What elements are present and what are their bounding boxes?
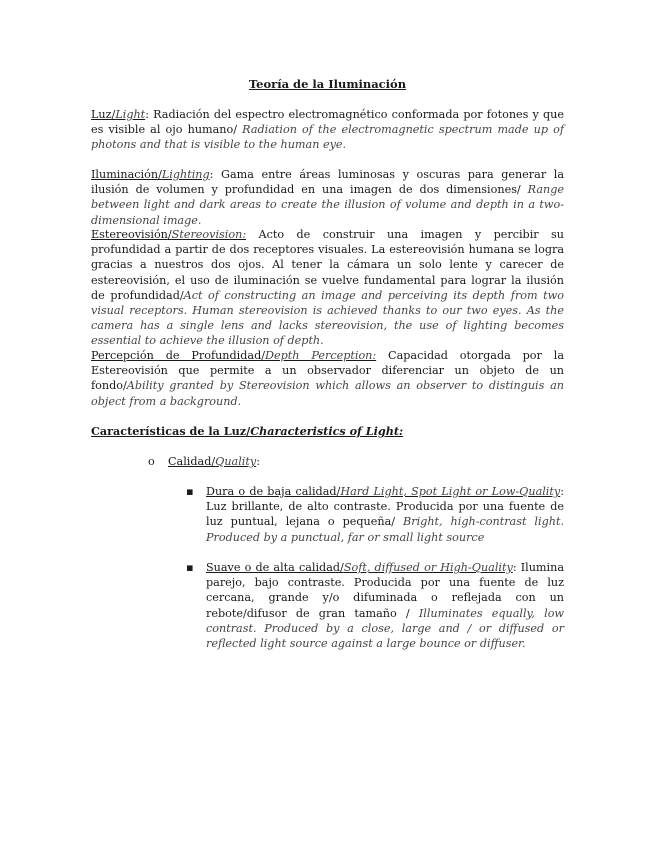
- term-en: Stereovision:: [171, 228, 247, 241]
- definition-es: Radiación del espectro electromagnético conformada por fotones y que es visible al ojo humano/: [91, 108, 564, 137]
- page-title: Teoría de la Iluminación: [248, 77, 407, 91]
- subsection-quality: o Calidad/Quality:: [148, 455, 260, 468]
- term-en: Lighting: [161, 168, 210, 181]
- definition-depth-perception: Percepción de Profundidad/Depth Perception: Capacidad otorgada por la Estereovisión que permite a un observador diferenciar un objeto de un fondo/Ability granted by Stereovision which allows an observer to distinguis an object from a background.: [91, 349, 564, 408]
- term-es: Iluminación: [91, 168, 159, 181]
- definition-es: Capacidad otorgada por la Estereovisión que permite a un observador diferenciar un objeto de un fondo/: [91, 349, 564, 393]
- term-es: Estereovisión: [91, 228, 168, 241]
- list-item: Dura o de baja calidad/Hard Light, Spot Light or Low-Quality: Luz brillante, de alto contraste. Producida por una fuente de luz puntual, lejana o pequeña/ Bright, high-contrast light. Produced by a punctual, far or small light source: [206, 485, 564, 544]
- circle-bullet-icon: o: [148, 455, 155, 468]
- term-es: Luz: [91, 108, 112, 121]
- definition-es: Acto de construir una imagen y percibir su profundidad a partir de dos receptores visuales. La estereovisión humana se logra gracias a nuestros dos ojos. Al tener la cámara un solo lente y carecer de estereovisión, el uso de iluminación se vuelve fundamental para lograr la ilusión de profundidad/: [91, 228, 564, 302]
- definition-en: Range between light and dark areas to create the illusion of volume and depth in a two-dimensional image.: [91, 183, 564, 227]
- definition-en: Act of constructing an image and perceiving its depth from two visual receptors. Human stereovision is achieved thanks to our two eyes. As the camera has a single lens and lacks stereovision, the use of lighting becomes essential to achieve the illusion of depth.: [91, 288, 564, 348]
- definition-stereovision: Estereovisión/Stereovision: Acto de construir una imagen y percibir su profundidad a partir de dos receptores visuales. La estereovisión humana se logra gracias a nuestros dos ojos. Al tener la cámara un solo lente y carecer de estereovisión, el uso de iluminación se vuelve fundamental para lograr la ilusión de profundidad/Act of constructing an image and perceiving its depth from two visual receptors. Human stereovision is achieved thanks to our two eyes. As the camera has a single lens and lacks stereovision, the use of lighting becomes essential to achieve the illusion of depth.: [91, 228, 564, 348]
- definition-light: Luz/Light: Radiación del espectro electromagnético conformada por fotones y que es visible al ojo humano/ Radiation of the electromagnetic spectrum made up of photons and that is visible to the human eye.: [91, 108, 564, 152]
- characteristics-heading: Características de la Luz/Characteristics of Light:: [91, 424, 404, 438]
- definition-en: Radiation of the electromagnetic spectrum made up of photons and that is visible to the human eye.: [91, 123, 564, 152]
- definition-es: Gama entre áreas luminosas y oscuras para generar la ilusión de volumen y profundidad en una imagen de dos dimensiones/: [91, 168, 564, 197]
- definition-en: Ability granted by Stereovision which allows an observer to distinguis an object from a background.: [91, 379, 564, 408]
- term-es: Percepción de Profundidad: [91, 349, 262, 362]
- definition-lighting: Iluminación/Lighting: Gama entre áreas luminosas y oscuras para generar la ilusión de volumen y profundidad en una imagen de dos dimensiones/ Range between light and dark areas to create the illusion of volume and depth in a two-dimensional image.: [91, 168, 564, 227]
- square-bullet-icon: ▪: [186, 561, 194, 574]
- list-item: Suave o de alta calidad/Soft, diffused or High-Quality: Ilumina parejo, bajo contraste. Producida por una fuente de luz cercana, grande y/o difuminada o reflejada con un rebote/difusor de gran tamaño / Illuminates equally, low contrast. Produced by a close, large and / or diffused or reflected light source against a large bounce or diffuser.: [206, 561, 565, 651]
- term-en: Light: [115, 108, 146, 121]
- term-en: Depth Perception:: [265, 349, 377, 362]
- square-bullet-icon: ▪: [186, 485, 194, 498]
